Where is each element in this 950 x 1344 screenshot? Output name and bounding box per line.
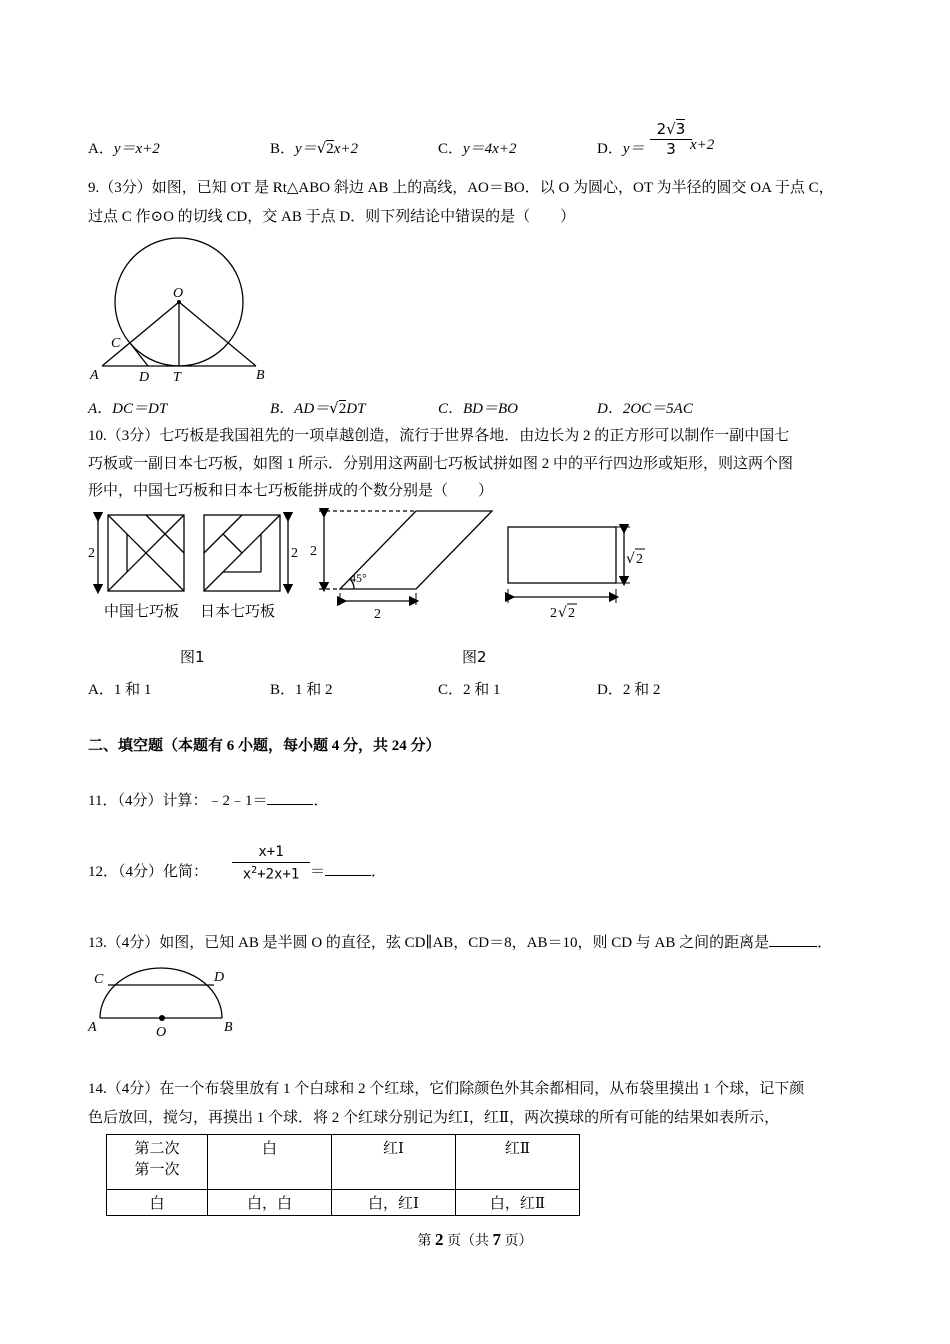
q9-figure xyxy=(88,238,278,388)
q14-line1: 14.（4分）在一个布袋里放有 1 个白球和 2 个红球，它们除颜色外其余都相同，从布袋里摸出 1 个球，记下颜 xyxy=(88,1081,805,1097)
q9-option-c: C．BD＝BO xyxy=(438,401,518,417)
footer-total-pages: 7 xyxy=(492,1230,501,1249)
q8-option-d: D．y＝ xyxy=(597,141,645,157)
q9-label-d: D xyxy=(139,370,150,385)
q8-d-fraction: 2√3 3 xyxy=(650,120,692,158)
svg-text:√: √ xyxy=(626,551,635,567)
q8-option-a: A．y＝x+2 xyxy=(88,141,160,157)
q10-line3: 形中，中国七巧板和日本七巧板能拼成的个数分别是（ ） xyxy=(88,483,494,499)
q12-answer-blank[interactable] xyxy=(325,861,371,876)
section2-heading: 二、填空题（本题有 6 小题，每小题 4 分，共 24 分） xyxy=(88,738,441,754)
table-cell: 白，白 xyxy=(208,1190,332,1216)
rectangle xyxy=(508,527,616,583)
q9-label-b: B xyxy=(256,368,265,383)
rectangle-height-label: 2 xyxy=(636,552,643,567)
page-footer: 第 2 页（共 7 页） xyxy=(417,1230,533,1249)
fig2-title: 图2 xyxy=(462,648,487,666)
q9-label-o: O xyxy=(173,286,184,301)
chinese-tangram xyxy=(108,515,184,591)
parallelogram xyxy=(319,511,492,589)
japanese-tangram xyxy=(204,515,280,591)
q9-label-a: A xyxy=(90,368,99,383)
table-row xyxy=(107,1190,580,1216)
chinese-tangram-caption: 中国七巧板 xyxy=(104,602,180,620)
parallelogram-angle-label: 45° xyxy=(350,571,367,585)
q8-d-tail: x+2 xyxy=(690,137,715,153)
q9-option-d: D．2OC＝5AC xyxy=(597,401,693,417)
fig1-title: 图1 xyxy=(180,648,205,666)
rectangle-width-coef: 2 xyxy=(550,606,557,621)
table-cell: 白，红Ⅱ xyxy=(456,1190,580,1216)
q10-option-b: B．1 和 2 xyxy=(270,682,333,698)
q12-fraction: x+1 $x^2+2x+1$ xyxy=(232,844,310,883)
q9-line1: 9.（3分）如图，已知 OT 是 Rt△ABO 斜边 AB 上的高线，AO＝BO．以 O 为圆心，OT 为半径的圆交 OA 于点 C， xyxy=(88,180,834,196)
japanese-side-label: 2 xyxy=(291,546,298,561)
q14-line2: 色后放回，搅匀，再摸出 1 个球．将 2 个红球分别记为红Ⅰ，红Ⅱ，两次摸球的所有可能的结果如表所示， xyxy=(88,1110,780,1126)
q13: 13.（4分）如图，已知 AB 是半圆 O 的直径，弦 CD∥AB，CD＝8，AB＝10，则 CD 与 AB 之间的距离是 ． xyxy=(88,931,832,952)
q8-option-b: B．y＝√2x+2 xyxy=(270,139,359,157)
table-header-red2: 红Ⅱ xyxy=(456,1135,580,1190)
table-cell: 白 xyxy=(107,1190,208,1216)
q9-label-t: T xyxy=(173,370,181,385)
parallelogram-base-label: 2 xyxy=(374,607,381,622)
q13-label-o: O xyxy=(156,1025,167,1040)
q13-label-a: A xyxy=(88,1020,97,1035)
rectangle-width-rad: 2 xyxy=(568,606,575,621)
q9-label-c: C xyxy=(111,336,121,351)
table-header-row xyxy=(107,1135,580,1190)
svg-text:√: √ xyxy=(558,605,567,621)
q10-line2: 巧板或一副日本七巧板，如图 1 所示．分别用这两副七巧板试拼如图 2 中的平行四边形或矩形，则这两个图 xyxy=(88,456,794,472)
table-header-white: 白 xyxy=(208,1135,332,1190)
table-header-red1: 红Ⅰ xyxy=(332,1135,456,1190)
q11: 11．（4分）计算：﹣2﹣1＝ ． xyxy=(88,789,328,810)
q12-tail: ＝ ． xyxy=(310,860,386,881)
q11-answer-blank[interactable] xyxy=(267,790,313,805)
q12-prefix: 12．（4分）化简： xyxy=(88,864,209,880)
q10-figures xyxy=(84,505,664,670)
japanese-tangram-caption: 日本七巧板 xyxy=(200,602,276,620)
q13-label-b: B xyxy=(224,1020,233,1035)
q14-table xyxy=(106,1134,580,1216)
q9-line2: 过点 C 作⊙O 的切线 CD，交 AB 于点 D．则下列结论中错误的是（ ） xyxy=(88,209,576,225)
q9-option-b: B．AD＝√2DT xyxy=(270,399,366,417)
q10-line1: 10.（3分）七巧板是我国祖先的一项卓越创造，流行于世界各地．由边长为 2 的正方形可以制作一副中国七 xyxy=(88,428,790,444)
table-corner-cell: 第二次 第一次 xyxy=(107,1135,208,1190)
q8-option-c: C．y＝4x+2 xyxy=(438,141,517,157)
q10-option-a: A．1 和 1 xyxy=(88,682,152,698)
q10-option-d: D．2 和 2 xyxy=(597,682,661,698)
q13-label-c: C xyxy=(94,972,104,987)
q13-label-d: D xyxy=(214,970,225,985)
q13-answer-blank[interactable] xyxy=(769,932,817,947)
q9-option-a: A．DC＝DT xyxy=(88,401,168,417)
q10-option-c: C．2 和 1 xyxy=(438,682,501,698)
q13-figure xyxy=(86,958,236,1040)
chinese-side-label: 2 xyxy=(88,546,95,561)
footer-page-number: 2 xyxy=(435,1230,444,1249)
table-cell: 白，红Ⅰ xyxy=(332,1190,456,1216)
parallelogram-height-label: 2 xyxy=(310,544,317,559)
